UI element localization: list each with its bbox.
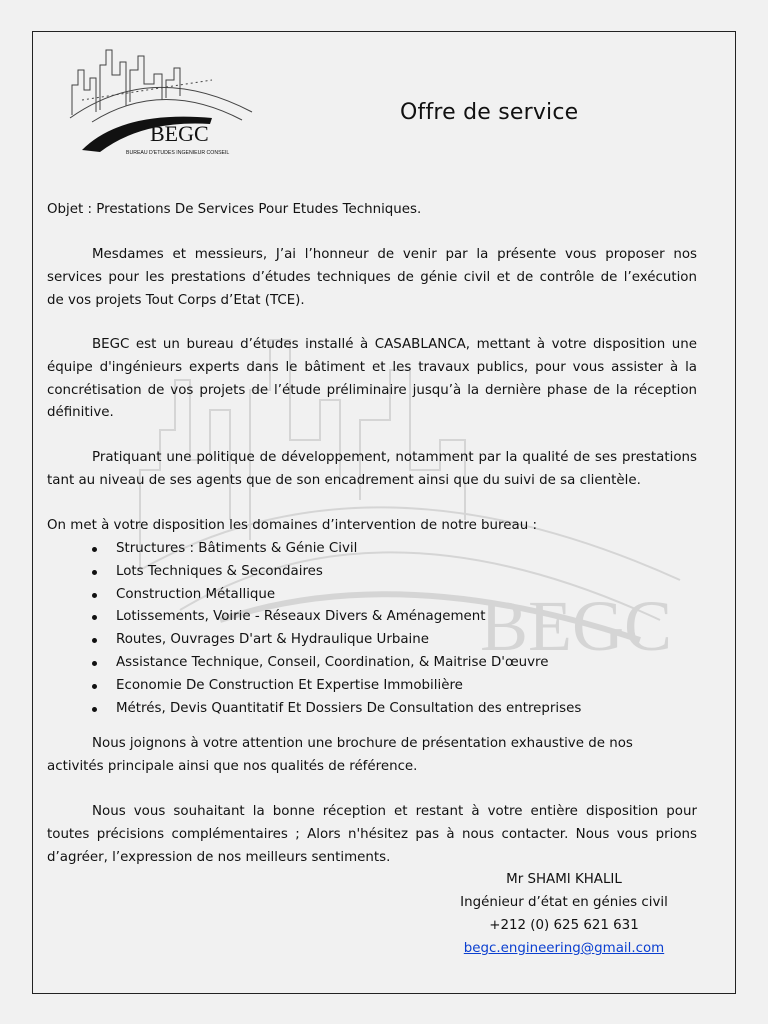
paragraph-line: toutes précisions complémentaires ; Alors n'hésitez pas à nous contacter. Nous vous prions: [47, 826, 697, 842]
paragraph-company: [47, 334, 697, 425]
watermark-text: BEGC: [480, 586, 673, 666]
domain-item: Métrés, Devis Quantitatif Et Dossiers De Consultation des entreprises: [47, 698, 581, 721]
signature-block: [420, 868, 708, 960]
paragraph-line: d’agréer, l’expression de nos meilleurs sentiments.: [47, 849, 391, 865]
domain-item: Routes, Ouvrages D'art & Hydraulique Urbaine: [47, 629, 581, 652]
domain-item: Economie De Construction Et Expertise Immobilière: [47, 675, 581, 698]
domain-item: Lots Techniques & Secondaires: [47, 561, 581, 584]
domain-item: Construction Métallique: [47, 584, 581, 607]
paragraph-line: Nous vous souhaitant la bonne réception et restant à votre entière disposition pour: [92, 804, 697, 819]
signature-phone: +212 (0) 625 621 631: [489, 918, 639, 933]
paragraph-line: services pour les prestations d’études techniques de génie civil et de contrôle de l’exécution: [47, 269, 697, 285]
signature-role: Ingénieur d’état en génies civil: [460, 895, 668, 910]
signature-name: Mr SHAMI KHALIL: [506, 872, 622, 887]
paragraph-line: définitive.: [47, 405, 114, 421]
paragraph-line: équipe d'ingénieurs experts dans le bâtiment et les travaux publics, pour vous assister à la: [47, 359, 697, 375]
paragraph-closing: [47, 801, 697, 869]
domain-item: Lotissements, Voirie - Réseaux Divers & Aménagement: [47, 606, 581, 629]
domains-list: [47, 538, 581, 720]
paragraph-line: activités principale ainsi que nos qualités de référence.: [47, 758, 418, 774]
subject-line: Objet : Prestations De Services Pour Etudes Techniques.: [47, 202, 422, 217]
paragraph-line: Mesdames et messieurs, J’ai l’honneur de venir par la présente vous proposer nos: [92, 247, 697, 262]
domain-item: Structures : Bâtiments & Génie Civil: [47, 538, 581, 561]
paragraph-line: Pratiquant une politique de développement, notamment par la qualité de ses prestations: [92, 450, 697, 465]
paragraph-line: Nous joignons à votre attention une brochure de présentation exhaustive de nos: [92, 736, 633, 751]
signature-email-link[interactable]: begc.engineering@gmail.com: [463, 941, 665, 956]
domain-item: Assistance Technique, Conseil, Coordination, & Maitrise D'œuvre: [47, 652, 581, 675]
logo-subtext: BUREAU D'ETUDES INGENIEUR CONSEIL: [126, 150, 230, 156]
paragraph-policy: [47, 447, 697, 493]
paragraph-intro: [47, 244, 697, 312]
logo-text: BEGC: [150, 121, 209, 146]
paragraph-line: concrétisation de vos projets de l’étude préliminaire jusqu’à la dernière phase de la réception: [47, 382, 697, 398]
domains-intro: On met à votre disposition les domaines d’intervention de notre bureau :: [47, 518, 537, 533]
begc-logo: [62, 40, 258, 168]
paragraph-line: tant au niveau de ses agents que de son encadrement ainsi que du suivi de sa clientèle.: [47, 472, 641, 488]
paragraph-line: BEGC est un bureau d’études installé à CASABLANCA, mettant à votre disposition une: [92, 337, 697, 352]
paragraph-brochure: [47, 733, 697, 779]
paragraph-line: de vos projets Tout Corps d’Etat (TCE).: [47, 292, 305, 308]
page-title: Offre de service: [400, 100, 579, 125]
